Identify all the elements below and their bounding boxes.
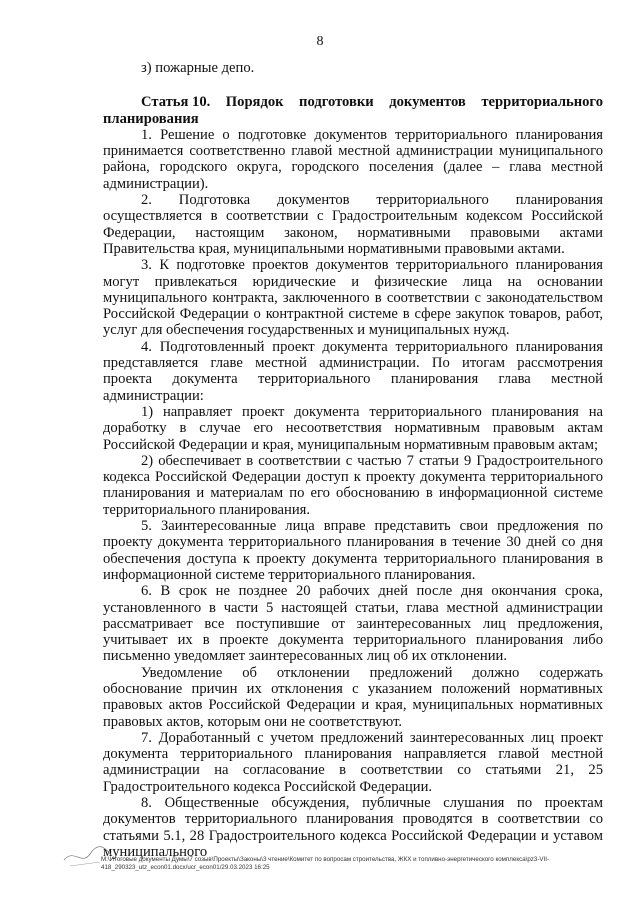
document-body	[103, 60, 603, 860]
list-item: з) пожарные депо.	[141, 60, 255, 76]
sub-item: 1) направляет проект документа территориального планирования на доработку в случае его несоответствия нормативным правовым актам Российской Федерации и края, муниципальным нормативным правовым актам;	[103, 403, 603, 453]
file-path-footer: M:\Итоговые документы Думы\7 созыв\Проекты\Законы\3 чтение\Комитет по вопросам строительства, ЖКХ и топливно-энергетического комплекса\pz3-VII-418_290323_utz_econ01.docx/ucr_econ01/29.03.2023 16:25	[101, 856, 550, 871]
article-title-word: Порядок	[225, 94, 284, 111]
paragraph: 6. В срок не позднее 20 рабочих дней после дня окончания срока, установленного в части 5 настоящей статьи, глава местной администрации рассматривает все поступившие от заинтересованных лиц предложения, учитывает их в проекте документа территориального планирования либо письменно уведомляет заинтересованных лиц об их отклонении.	[103, 583, 603, 665]
page-number: 8	[316, 34, 324, 49]
article-title-word: документов	[389, 94, 466, 111]
paragraph: 3. К подготовке проектов документов территориального планирования могут привлекаться юридические и физические лица на основании муниципального контракта, заключенного в соответствии с законодательством Российской Федерации о контрактной системе в сфере закупок товаров, работ, услуг для обеспечения государственных и муниципальных нужд.	[103, 257, 603, 339]
paragraph: 8. Общественные обсуждения, публичные слушания по проектам документов территориального планирования проводятся в соответствии со статьями 5.1, 28 Градостроительного кодекса Российской Федерации и уставом муниципального	[103, 795, 603, 860]
article-label: Статья 10.	[141, 94, 211, 111]
sub-item: 2) обеспечивает в соответствии с частью 7 статьи 9 Градостроительного кодекса Российской Федерации доступ к проекту документа территориального планирования и материалам по его обоснованию в информационной системе территориального планирования.	[103, 452, 603, 518]
article-heading	[103, 94, 603, 127]
paragraph: 4. Подготовленный проект документа территориального планирования представляется главе местной администрации. По итогам рассмотрения проекта документа территориального планирования глава местной администрации:	[103, 338, 603, 404]
article-title-line	[103, 94, 603, 110]
paragraph: 7. Доработанный с учетом предложений заинтересованных лиц проект документа территориального планирования направляется главой местной администрации на согласование в соответствии со статьями 21, 25 Градостроительного кодекса Российской Федерации.	[103, 729, 603, 795]
article-title-word: территориального	[481, 94, 603, 111]
paragraph: Уведомление об отклонении предложений должно содержать обоснование причин их отклонения с указанием положений нормативных правовых актов Российской Федерации и края, муниципальных нормативных правовых актов, которым они не соответствуют.	[103, 664, 603, 730]
paragraph: 5. Заинтересованные лица вправе представить свои предложения по проекту документа территориального планирования в течение 30 дней со дня обеспечения доступа к проекту документа территориального планирования в информационной системе территориального планирования.	[103, 518, 603, 583]
article-title-word: подготовки	[299, 94, 374, 111]
paragraph: 1. Решение о подготовке документов территориального планирования принимается соответственно главой местной администрации муниципального района, городского округа, городского поселения (далее – глава местной администрации).	[103, 126, 603, 192]
article-title-tail: планирования	[103, 110, 199, 127]
paragraph: 2. Подготовка документов территориального планирования осуществляется в соответствии с Градостроительным кодексом Российской Федерации, настоящим законом, нормативными правовыми актами Правительства края, муниципальными нормативными правовыми актами.	[103, 192, 603, 257]
